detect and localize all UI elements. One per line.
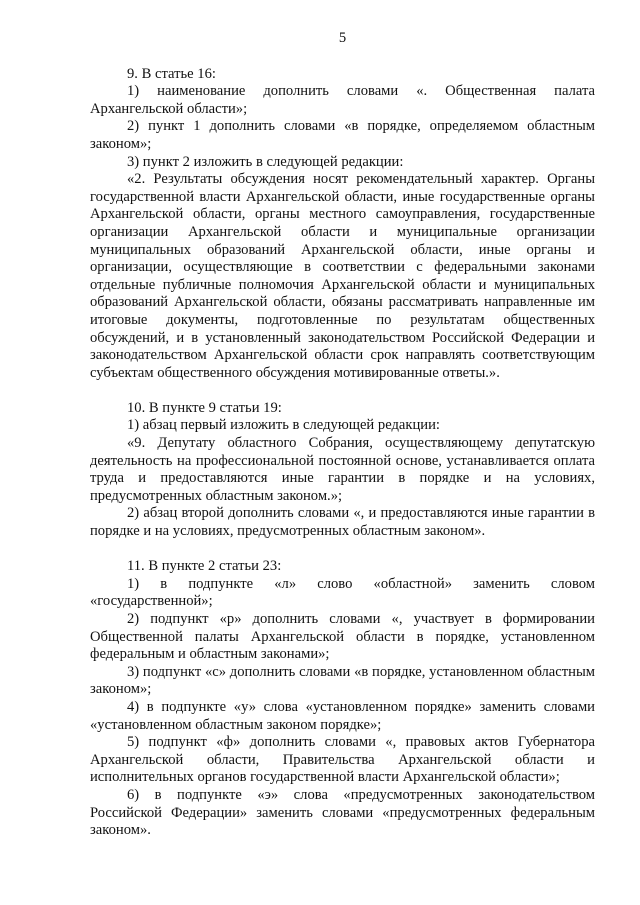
quoted-text: «9. Депутату областного Собрания, осуществляющему депутатскую деятельность на профессиональной постоянной основе, устанавливается оплата труда и предоставляются иные гарантии в порядке и на условиях, предусмотренных областным законом.»;: [90, 435, 595, 504]
list-item: 4) в подпункте «у» слова «установленном порядке» заменить словами «установленном областным законом порядке»;: [90, 698, 595, 733]
list-item: 2) абзац второй дополнить словами «, и предоставляются иные гарантии в порядке и на условиях, предусмотренных областным законом».: [90, 505, 595, 540]
section-article-16: [90, 66, 595, 383]
page-number: 5: [338, 30, 347, 46]
list-item: 2) пункт 1 дополнить словами «в порядке, определяемом областным законом»;: [90, 118, 595, 152]
section-heading: 10. В пункте 9 статьи 19:: [127, 399, 282, 416]
quoted-text: «2. Результаты обсуждения носят рекомендательный характер. Органы государственной власти Архангельской области, иные государственные органы Архангельской области, органы местного самоуправления, государственные организации Архангельской области и муниципальные организации муниципальных образований Архангельской области, иные органы и организации, осуществляющие в соответствии с федеральными законами отдельные публичные полномочия Архангельской области и муниципальных образований Архангельской области, обязаны рассматривать направленные им итоговые документы, подготовленные по результатам общественных обсуждений, и в установленный законодательством Российской Федерации и законодательством Архангельской области срок направлять соответствующим субъектам общественного обсуждения мотивированные ответы.».: [90, 171, 595, 381]
list-item: 6) в подпункте «э» слова «предусмотренных законодательством Российской Федерации» заменить словами «предусмотренных федеральным законом».: [90, 786, 595, 839]
section-heading: 11. В пункте 2 статьи 23:: [127, 558, 282, 575]
list-item: 1) абзац первый изложить в следующей редакции:: [127, 417, 440, 434]
list-item: 2) подпункт «р» дополнить словами «, участвует в формировании Общественной палаты Архангельской области в порядке, установленном федеральным и областным законами»;: [90, 611, 595, 663]
section-article-23: [90, 558, 595, 840]
list-item: 1) в подпункте «л» слово «областной» заменить словом «государственной»;: [90, 575, 595, 610]
list-item: 1) наименование дополнить словами «. Общественная палата Архангельской области»;: [90, 83, 595, 117]
section-article-19: [90, 400, 595, 541]
list-item: 5) подпункт «ф» дополнить словами «, правовых актов Губернатора Архангельской области, Правительства Архангельской области и исполнительных органов государственной власти Архангельской области»;: [90, 734, 595, 786]
list-item: 3) пункт 2 изложить в следующей редакции:: [127, 153, 404, 170]
paragraph-gap: [90, 541, 595, 559]
section-heading: 9. В статье 16:: [127, 65, 216, 82]
list-item: 3) подпункт «с» дополнить словами «в порядке, установленном областным законом»;: [90, 663, 595, 698]
document-page: [90, 30, 595, 840]
paragraph-gap: [90, 382, 595, 400]
